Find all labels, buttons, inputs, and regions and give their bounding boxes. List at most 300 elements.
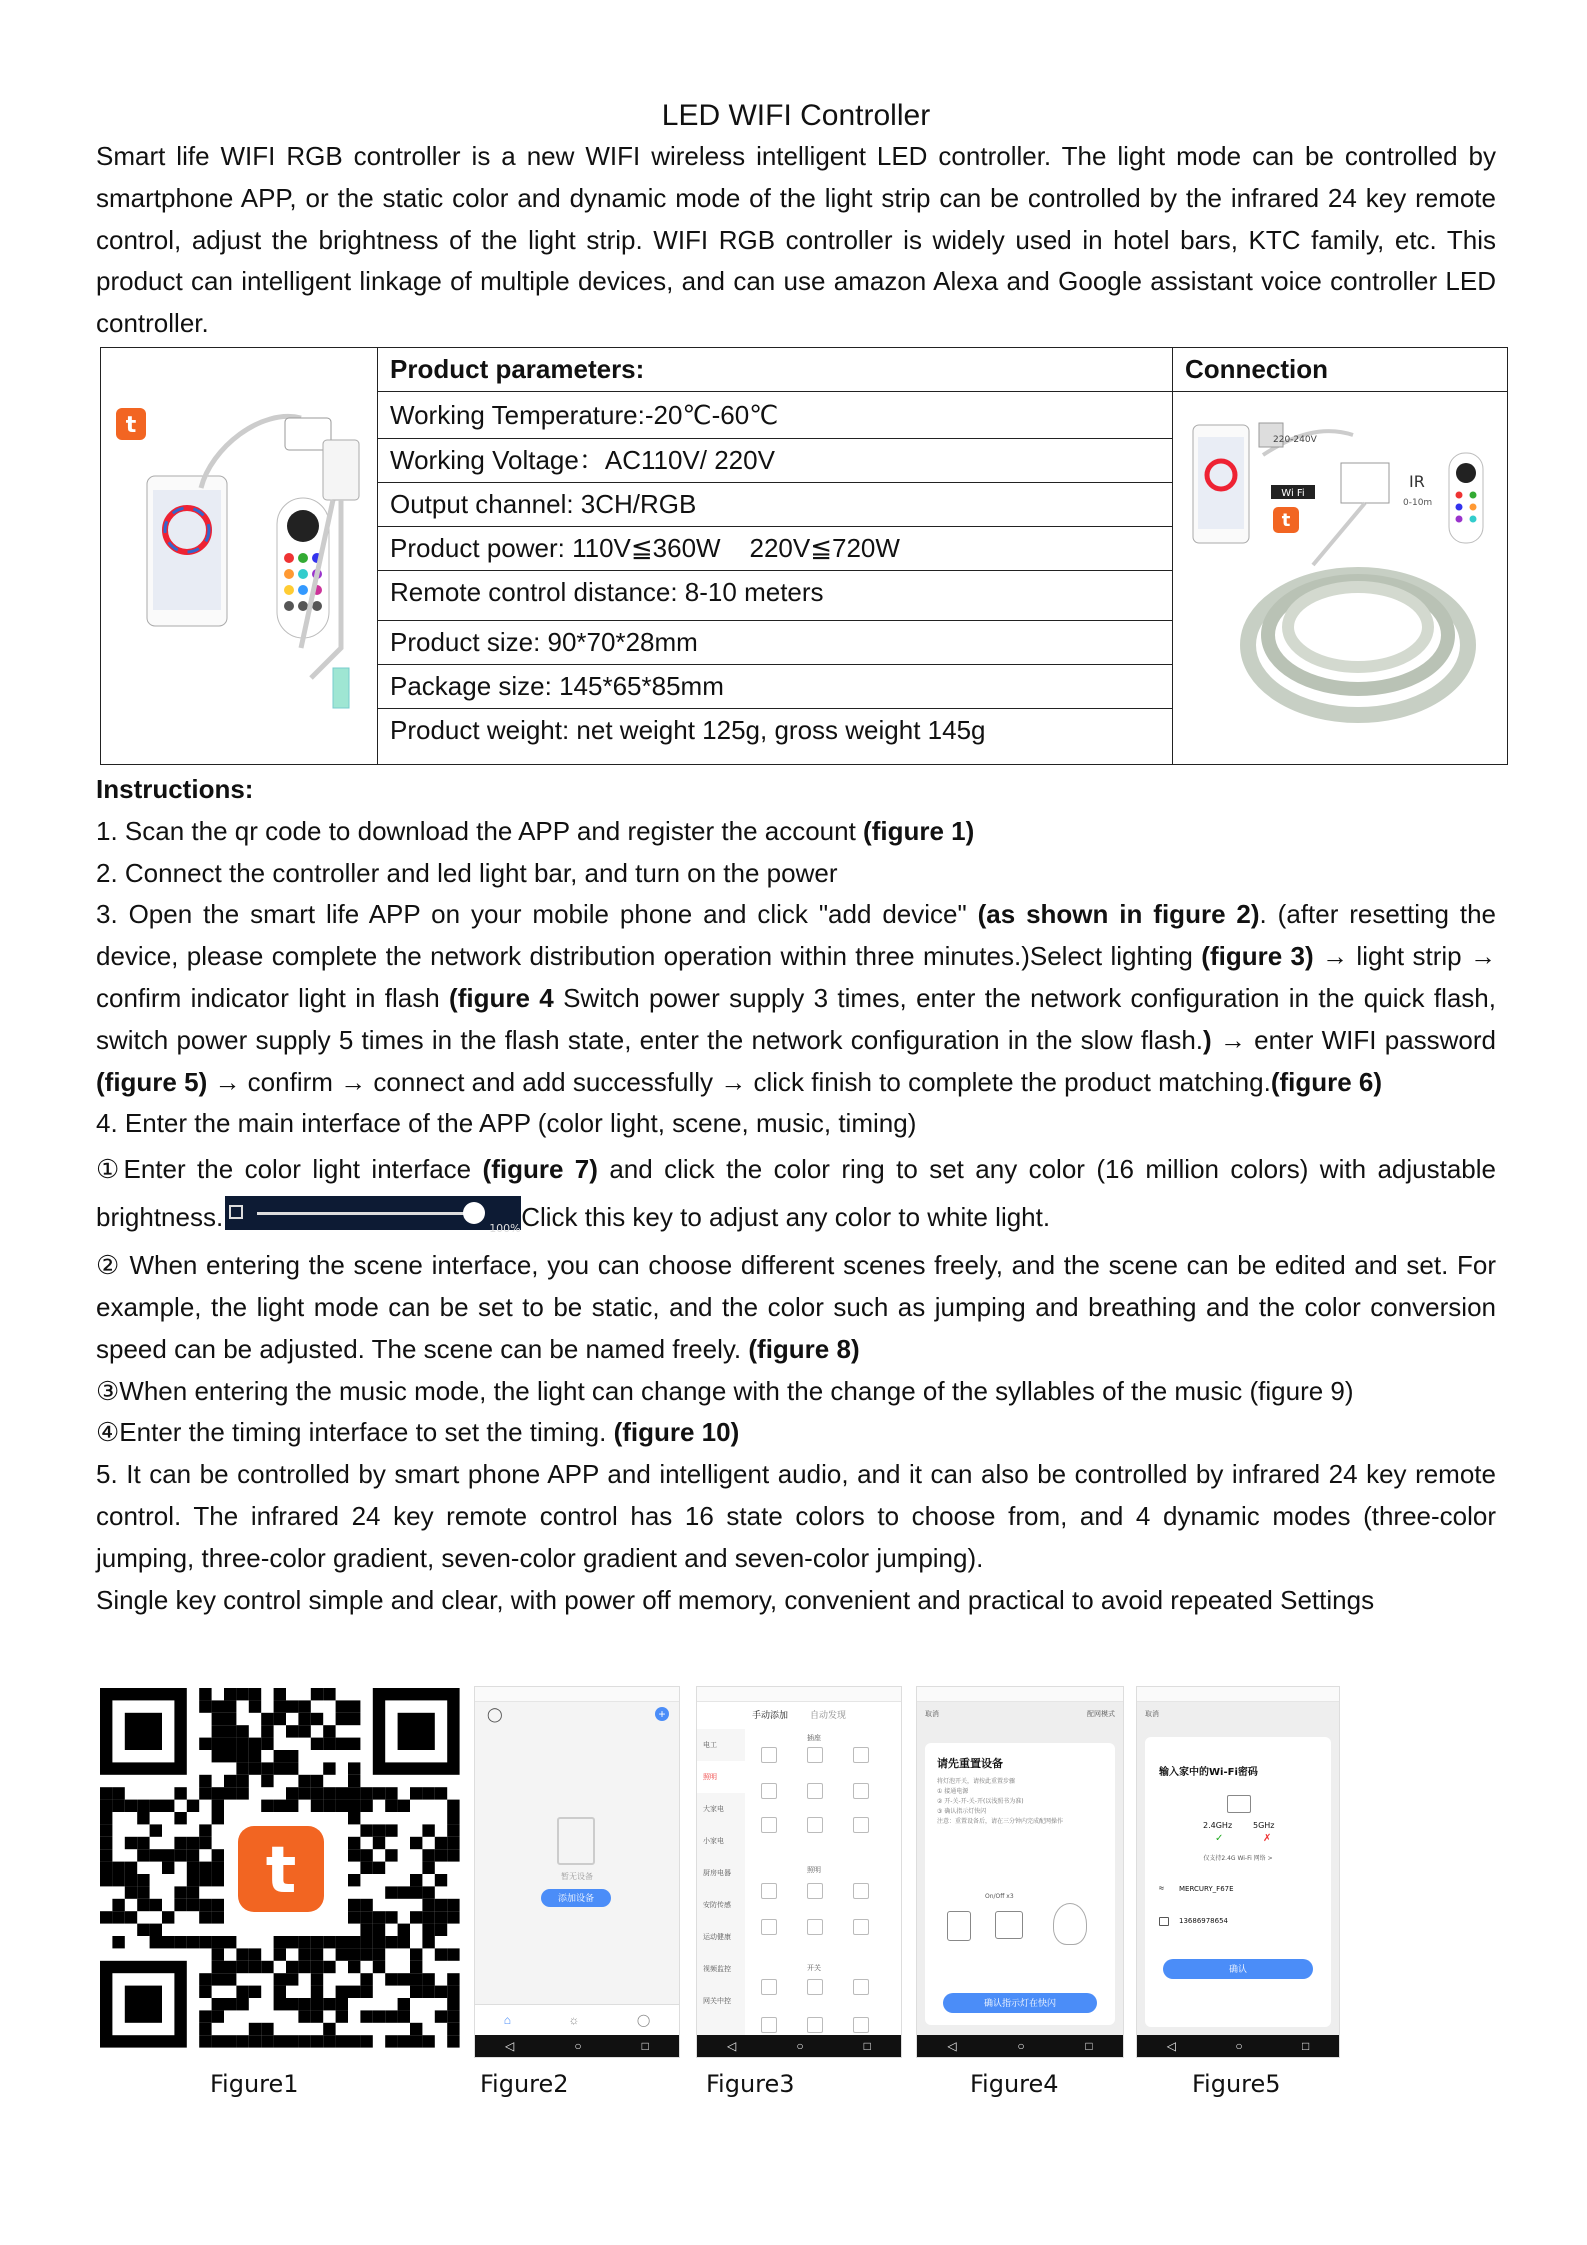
device-type-icon[interactable] xyxy=(853,1883,869,1899)
qr-module xyxy=(422,1924,434,1936)
qr-module xyxy=(422,1973,434,1985)
qr-module xyxy=(348,1700,360,1712)
qr-module xyxy=(422,1886,434,1898)
qr-module xyxy=(410,1874,422,1886)
qr-module xyxy=(360,1911,372,1923)
add-device-button[interactable]: 添加设备 xyxy=(541,1889,611,1907)
qr-module xyxy=(311,1688,323,1700)
qr-module xyxy=(422,1936,434,1948)
qr-module xyxy=(249,1688,261,1700)
qr-module xyxy=(348,1812,360,1824)
qr-module xyxy=(274,1713,286,1725)
param-row: Working Temperature:-20℃-60℃ xyxy=(378,391,1173,438)
qr-module xyxy=(174,1886,186,1898)
recent-apps-icon[interactable]: □ xyxy=(641,2039,649,2053)
qr-module xyxy=(187,1800,199,1812)
qr-module xyxy=(410,1961,422,1973)
figure-caption-3: Figure3 xyxy=(706,2070,795,2098)
qr-module xyxy=(348,1961,360,1973)
category-item[interactable]: 小家电 xyxy=(703,1837,724,1845)
qr-module xyxy=(286,1725,298,1737)
qr-module xyxy=(422,1899,434,1911)
qr-module xyxy=(410,1911,422,1923)
device-type-icon[interactable] xyxy=(807,2017,823,2033)
qr-module xyxy=(112,1936,124,1948)
category-item[interactable]: 运动健康 xyxy=(703,1933,731,1941)
qr-module xyxy=(112,1800,124,1812)
qr-module xyxy=(212,1725,224,1737)
qr-module xyxy=(274,1986,286,1998)
qr-module xyxy=(249,1762,261,1774)
qr-module xyxy=(298,1948,310,1960)
figure-caption-4: Figure4 xyxy=(970,2070,1059,2098)
qr-module xyxy=(274,1998,286,2010)
section-switch: 开关 xyxy=(807,1964,821,1972)
slider-knob xyxy=(463,1202,485,1224)
android-navbar xyxy=(475,2035,679,2057)
qr-module xyxy=(298,2035,310,2047)
qr-module xyxy=(348,1986,360,1998)
qr-module xyxy=(373,1961,385,1973)
device-type-icon[interactable] xyxy=(761,1883,777,1899)
qr-module xyxy=(174,1936,186,1948)
qr-module xyxy=(348,1713,360,1725)
qr-module xyxy=(100,1787,112,1799)
intro-paragraph: Smart life WIFI RGB controller is a new WIFI wireless intelligent LED controller. The light mode can be controlled by smartphone APP, or the static color and dynamic mode of the light strip can be controlled by the infrared 24 key remote control, adjust the brightness of the light strip. WIFI RGB controller is widely used in hotel bars, KTC family, etc. This product can intelligent linkage of multiple devices, and can use amazon Alexa and Google assistant voice controller LED controller. xyxy=(96,141,1496,339)
page-title: LED WIFI Controller xyxy=(661,99,931,132)
qr-module xyxy=(224,1936,236,1948)
device-type-icon[interactable] xyxy=(807,1979,823,1995)
qr-module xyxy=(410,2035,422,2047)
wifi-icon: ≈ xyxy=(1159,1883,1164,1893)
profile-icon[interactable]: ◯ xyxy=(636,2013,651,2027)
qr-module xyxy=(385,1936,397,1948)
device-type-icon[interactable] xyxy=(761,1817,777,1833)
qr-module xyxy=(100,1874,112,1886)
qr-module xyxy=(385,2010,397,2022)
params-header: Product parameters: xyxy=(378,347,1173,391)
qr-module xyxy=(261,2035,273,2047)
qr-module xyxy=(274,1800,286,1812)
back-icon[interactable]: ◁ xyxy=(505,2039,515,2053)
reset-title: 请先重置设备 xyxy=(937,1757,1003,1770)
reset-description: 将灯泡开关，请按此重置步骤 ① 接通电源 ② 开-关-开-关-开(以浅照书为准) ③ 确认指示灯快闪 注意：重置设备后，请在三分钟内完成配网操作 xyxy=(937,1778,1064,1825)
qr-module xyxy=(447,2035,459,2047)
qr-module xyxy=(224,2035,236,2047)
qr-module xyxy=(385,1886,397,1898)
qr-module xyxy=(274,1762,286,1774)
qr-module xyxy=(274,1948,286,1960)
qr-module xyxy=(360,1862,372,1874)
qr-module xyxy=(298,1787,310,1799)
qr-module xyxy=(348,1899,360,1911)
confirm-flashing-button[interactable]: 确认指示灯在快闪 xyxy=(943,1993,1097,2013)
device-type-icon[interactable] xyxy=(807,1783,823,1799)
category-item[interactable]: 网关中控 xyxy=(703,1997,731,2005)
qr-module xyxy=(311,1713,323,1725)
back-icon[interactable]: ◁ xyxy=(727,2039,737,2053)
qr-module xyxy=(261,1800,273,1812)
qr-module xyxy=(187,1899,199,1911)
param-row: Product size: 90*70*28mm xyxy=(378,620,1173,664)
device-type-icon[interactable] xyxy=(807,1747,823,1763)
slider-value: 100% xyxy=(489,1222,521,1236)
qr-module xyxy=(447,1948,459,1960)
qr-module xyxy=(298,1936,310,1948)
qr-module xyxy=(199,1899,211,1911)
conn-wifi-label: Wi Fi xyxy=(1281,487,1305,499)
qr-module xyxy=(224,1775,236,1787)
qr-module xyxy=(323,1936,335,1948)
qr-module xyxy=(447,1824,459,1836)
qr-module xyxy=(100,1862,112,1874)
figure-5-phone xyxy=(1136,1686,1340,2058)
qr-module xyxy=(212,1862,224,1874)
scene-icon[interactable]: ☼ xyxy=(568,2013,580,2027)
qr-module xyxy=(212,1713,224,1725)
qr-module xyxy=(199,1688,211,1700)
qr-module xyxy=(212,1849,224,1861)
qr-module xyxy=(311,1738,323,1750)
qr-module xyxy=(410,1948,422,1960)
svg-text:t: t xyxy=(1281,509,1291,531)
qr-module xyxy=(286,1787,298,1799)
qr-module xyxy=(199,1824,211,1836)
qr-module xyxy=(348,2035,360,2047)
figure-caption-1: Figure1 xyxy=(210,2070,299,2098)
device-type-icon[interactable] xyxy=(853,1979,869,1995)
qr-module xyxy=(274,1750,286,1762)
password-field[interactable]: 13686978654 xyxy=(1179,1917,1228,1925)
qr-module xyxy=(398,1973,410,1985)
qr-module xyxy=(323,1762,335,1774)
qr-module xyxy=(224,1700,236,1712)
wifi-card xyxy=(1145,1737,1331,2027)
qr-module xyxy=(348,1800,360,1812)
device-type-icon[interactable] xyxy=(853,1919,869,1935)
qr-module xyxy=(373,1936,385,1948)
step-4-color: ①Enter the color light interface (figure 7) and click the color ring to set any color (16 million colors) with adjustable brightness. 100% Click this key to adjust any color to white light. xyxy=(96,1145,1496,1241)
qr-module xyxy=(398,1936,410,1948)
svg-text:t: t xyxy=(125,412,137,438)
qr-module xyxy=(187,1886,199,1898)
qr-module xyxy=(348,1911,360,1923)
device-type-icon[interactable] xyxy=(807,1919,823,1935)
qr-module xyxy=(112,1874,124,1886)
qr-module xyxy=(323,2023,335,2035)
qr-module xyxy=(100,1911,112,1923)
qr-module xyxy=(447,1973,459,1985)
qr-module xyxy=(336,2035,348,2047)
qr-module xyxy=(236,1948,248,1960)
param-row: Working Voltage：AC110V/ 220V xyxy=(378,438,1173,482)
qr-module xyxy=(311,2010,323,2022)
qr-module xyxy=(212,1787,224,1799)
qr-module xyxy=(286,1762,298,1774)
empty-device-icon xyxy=(557,1817,595,1865)
qr-module xyxy=(410,1973,422,1985)
qr-module xyxy=(174,1899,186,1911)
qr-module xyxy=(137,1812,149,1824)
check-icon: ✓ xyxy=(1215,1833,1224,1844)
qr-module xyxy=(435,1899,447,1911)
qr-module xyxy=(100,1849,112,1861)
bulb-icon xyxy=(1053,1903,1087,1945)
qr-module xyxy=(422,1849,434,1861)
figure-2-phone xyxy=(474,1686,680,2058)
qr-module xyxy=(174,1849,186,1861)
add-icon: + xyxy=(655,1707,669,1721)
qr-module xyxy=(150,1924,162,1936)
qr-module xyxy=(274,2035,286,2047)
device-type-icon[interactable] xyxy=(761,1979,777,1995)
qr-module xyxy=(112,1787,124,1799)
param-row: Output channel: 3CH/RGB xyxy=(378,482,1173,526)
qr-module xyxy=(410,1837,422,1849)
qr-module xyxy=(373,1787,385,1799)
qr-module xyxy=(435,1837,447,1849)
qr-module xyxy=(249,2023,261,2035)
qr-module xyxy=(311,1787,323,1799)
device-type-icon[interactable] xyxy=(853,2017,869,2033)
qr-module xyxy=(447,2010,459,2022)
qr-module xyxy=(336,2010,348,2022)
qr-module xyxy=(236,1762,248,1774)
device-type-icon[interactable] xyxy=(761,2017,777,2033)
qr-module xyxy=(199,1874,211,1886)
conn-ir-label: IR xyxy=(1409,471,1425,491)
tab-auto-discover[interactable]: 自动发现 xyxy=(810,1710,847,1721)
qr-module xyxy=(199,1700,211,1712)
qr-module xyxy=(212,1911,224,1923)
user-icon: ◯ xyxy=(487,1707,503,1723)
category-item[interactable]: 厨房电器 xyxy=(703,1869,731,1877)
qr-module xyxy=(298,1700,310,1712)
home-circle-icon[interactable]: ○ xyxy=(574,2039,582,2053)
qr-module xyxy=(311,1986,323,1998)
qr-module xyxy=(125,1800,137,1812)
qr-module xyxy=(298,1775,310,1787)
section-lighting: 照明 xyxy=(807,1866,821,1874)
step-5: 5. It can be controlled by smart phone APP and intelligent audio, and it can also be controlled by infrared 24 key remote control. The infrared 24 key remote control has 16 state colors to choose from, and 4 dynamic modes (three-color jumping, three-color gradient, seven-color gradient and seven-color jumping). xyxy=(96,1459,1496,1573)
qr-module xyxy=(236,1986,248,1998)
qr-module xyxy=(311,1775,323,1787)
device-type-icon[interactable] xyxy=(761,1747,777,1763)
qr-module xyxy=(199,1986,211,1998)
qr-module xyxy=(261,1775,273,1787)
cancel-link[interactable]: 取消 xyxy=(1145,1710,1159,1718)
param-row: Product power: 110V≦360W 220V≦720W xyxy=(378,526,1173,570)
white-light-icon xyxy=(229,1205,243,1219)
qr-finder xyxy=(125,1713,162,1750)
instructions-heading: Instructions: xyxy=(96,773,254,804)
recent-apps-icon[interactable]: □ xyxy=(863,2039,871,2053)
qr-module xyxy=(212,1812,224,1824)
qr-module xyxy=(212,1800,224,1812)
qr-module xyxy=(199,1787,211,1799)
qr-module xyxy=(212,2010,224,2022)
cancel-link[interactable]: 取消 xyxy=(925,1710,939,1718)
qr-module xyxy=(435,1787,447,1799)
qr-module xyxy=(249,2035,261,2047)
qr-finder xyxy=(125,1986,162,2023)
device-type-icon[interactable] xyxy=(853,1783,869,1799)
connection-header: Connection xyxy=(1173,347,1508,391)
home-circle-icon[interactable]: ○ xyxy=(1017,2039,1025,2053)
tab-manual-add[interactable]: 手动添加 xyxy=(751,1710,788,1721)
qr-module xyxy=(286,1961,298,1973)
step-4: 4. Enter the main interface of the APP (color light, scene, music, timing) xyxy=(96,1108,917,1139)
qr-module xyxy=(137,1874,149,1886)
bottom-tabbar xyxy=(475,2004,679,2035)
qr-module xyxy=(398,1800,410,1812)
qr-module xyxy=(385,1824,397,1836)
qr-module xyxy=(150,1899,162,1911)
connection-image-cell xyxy=(1173,391,1508,764)
qr-module xyxy=(298,1713,310,1725)
back-icon[interactable]: ◁ xyxy=(947,2039,957,2053)
home-icon[interactable]: ⌂ xyxy=(503,2013,511,2027)
category-item[interactable]: 视频监控 xyxy=(703,1965,731,1973)
qr-module xyxy=(100,1837,112,1849)
home-circle-icon[interactable]: ○ xyxy=(796,2039,804,2053)
qr-module xyxy=(137,1837,149,1849)
device-type-icon[interactable] xyxy=(807,1817,823,1833)
qr-module xyxy=(274,1973,286,1985)
qr-module xyxy=(212,1998,224,2010)
qr-module xyxy=(187,1837,199,1849)
qr-module xyxy=(385,1973,397,1985)
device-type-icon[interactable] xyxy=(807,1883,823,1899)
qr-module xyxy=(311,1948,323,1960)
qr-module xyxy=(224,1738,236,1750)
qr-module xyxy=(336,1713,348,1725)
qr-module xyxy=(212,1961,224,1973)
qr-module xyxy=(336,1738,348,1750)
qr-module xyxy=(100,1800,112,1812)
qr-module xyxy=(398,2035,410,2047)
qr-module xyxy=(360,1800,372,1812)
qr-module xyxy=(236,2035,248,2047)
step-6: Single key control simple and clear, with power off memory, convenient and practical to avoid repeated Settings xyxy=(96,1584,1375,1615)
qr-module xyxy=(249,1986,261,1998)
qr-module xyxy=(212,1874,224,1886)
qr-module xyxy=(373,1837,385,1849)
qr-module xyxy=(348,1762,360,1774)
qr-module xyxy=(199,1862,211,1874)
qr-module xyxy=(298,1961,310,1973)
qr-module xyxy=(360,1924,372,1936)
qr-module xyxy=(447,1911,459,1923)
qr-module xyxy=(199,1775,211,1787)
qr-module xyxy=(311,1800,323,1812)
qr-module xyxy=(311,1973,323,1985)
category-item[interactable]: 电工 xyxy=(703,1741,717,1749)
qr-module xyxy=(447,2023,459,2035)
qr-module xyxy=(224,1688,236,1700)
qr-module xyxy=(385,2035,397,2047)
ssid-field[interactable]: MERCURY_F67E xyxy=(1179,1885,1234,1893)
qr-module xyxy=(323,1800,335,1812)
confirm-button[interactable]: 确认 xyxy=(1163,1959,1313,1979)
controller-image-cell xyxy=(101,347,378,764)
qr-module xyxy=(274,1688,286,1700)
qr-module xyxy=(174,1812,186,1824)
qr-module xyxy=(348,1738,360,1750)
back-icon[interactable]: ◁ xyxy=(1166,2039,1176,2053)
qr-module xyxy=(447,1812,459,1824)
qr-module xyxy=(336,1800,348,1812)
connection-diagram-image xyxy=(1173,395,1503,755)
qr-module xyxy=(150,1936,162,1948)
qr-module xyxy=(336,1986,348,1998)
pairing-mode-link[interactable]: 配网模式 xyxy=(1087,1710,1115,1718)
category-item[interactable]: 大家电 xyxy=(703,1805,724,1813)
recent-apps-icon[interactable]: □ xyxy=(1302,2039,1310,2053)
qr-module xyxy=(360,1986,372,1998)
qr-module xyxy=(249,1738,261,1750)
qr-module xyxy=(187,1849,199,1861)
device-type-icon[interactable] xyxy=(761,1783,777,1799)
qr-module xyxy=(336,1700,348,1712)
recent-apps-icon[interactable]: □ xyxy=(1085,2039,1093,2053)
qr-module xyxy=(348,1849,360,1861)
home-circle-icon[interactable]: ○ xyxy=(1235,2039,1243,2053)
qr-module xyxy=(422,1824,434,1836)
qr-module xyxy=(398,1998,410,2010)
qr-module xyxy=(286,1700,298,1712)
qr-module xyxy=(348,1787,360,1799)
brightness-slider-image xyxy=(225,1196,521,1236)
qr-module xyxy=(373,2010,385,2022)
qr-module xyxy=(360,1948,372,1960)
qr-module xyxy=(199,2010,211,2022)
android-navbar xyxy=(917,2035,1123,2057)
device-type-icon[interactable] xyxy=(853,1817,869,1833)
qr-module xyxy=(311,1998,323,2010)
qr-module xyxy=(249,1750,261,1762)
qr-module xyxy=(373,1911,385,1923)
qr-module xyxy=(323,1787,335,1799)
step-2: 2. Connect the controller and led light bar, and turn on the power xyxy=(96,857,838,888)
category-item[interactable]: 安防传感 xyxy=(703,1901,731,1909)
qr-module xyxy=(150,1824,162,1836)
qr-module xyxy=(274,1700,286,1712)
qr-module xyxy=(435,1911,447,1923)
qr-module xyxy=(298,1725,310,1737)
step-4-timing: ④Enter the timing interface to set the timing. (figure 10) xyxy=(96,1417,740,1448)
device-type-icon[interactable] xyxy=(853,1747,869,1763)
device-type-icon[interactable] xyxy=(761,1919,777,1935)
qr-module xyxy=(447,1986,459,1998)
qr-module xyxy=(125,1886,137,1898)
qr-module xyxy=(212,1750,224,1762)
conn-voltage-label: 220-240V xyxy=(1273,434,1317,445)
figure-4-phone xyxy=(916,1686,1124,2058)
step-1: 1. Scan the qr code to download the APP and register the account (figure 1) xyxy=(96,815,975,846)
wifi-tip[interactable]: 仅支持2.4G Wi-Fi 网络 > xyxy=(1203,1855,1273,1862)
qr-module xyxy=(286,1936,298,1948)
qr-module xyxy=(100,1812,112,1824)
reset-card xyxy=(925,1743,1115,2025)
category-item[interactable]: 照明 xyxy=(697,1761,745,1793)
wifi-title: 输入家中的Wi-Fi密码 xyxy=(1159,1767,1258,1778)
qr-module xyxy=(162,1862,174,1874)
qr-module xyxy=(224,1713,236,1725)
param-row: Product weight: net weight 125g, gross weight 145g xyxy=(378,708,1173,764)
android-navbar xyxy=(697,2035,901,2057)
qr-module xyxy=(398,1886,410,1898)
